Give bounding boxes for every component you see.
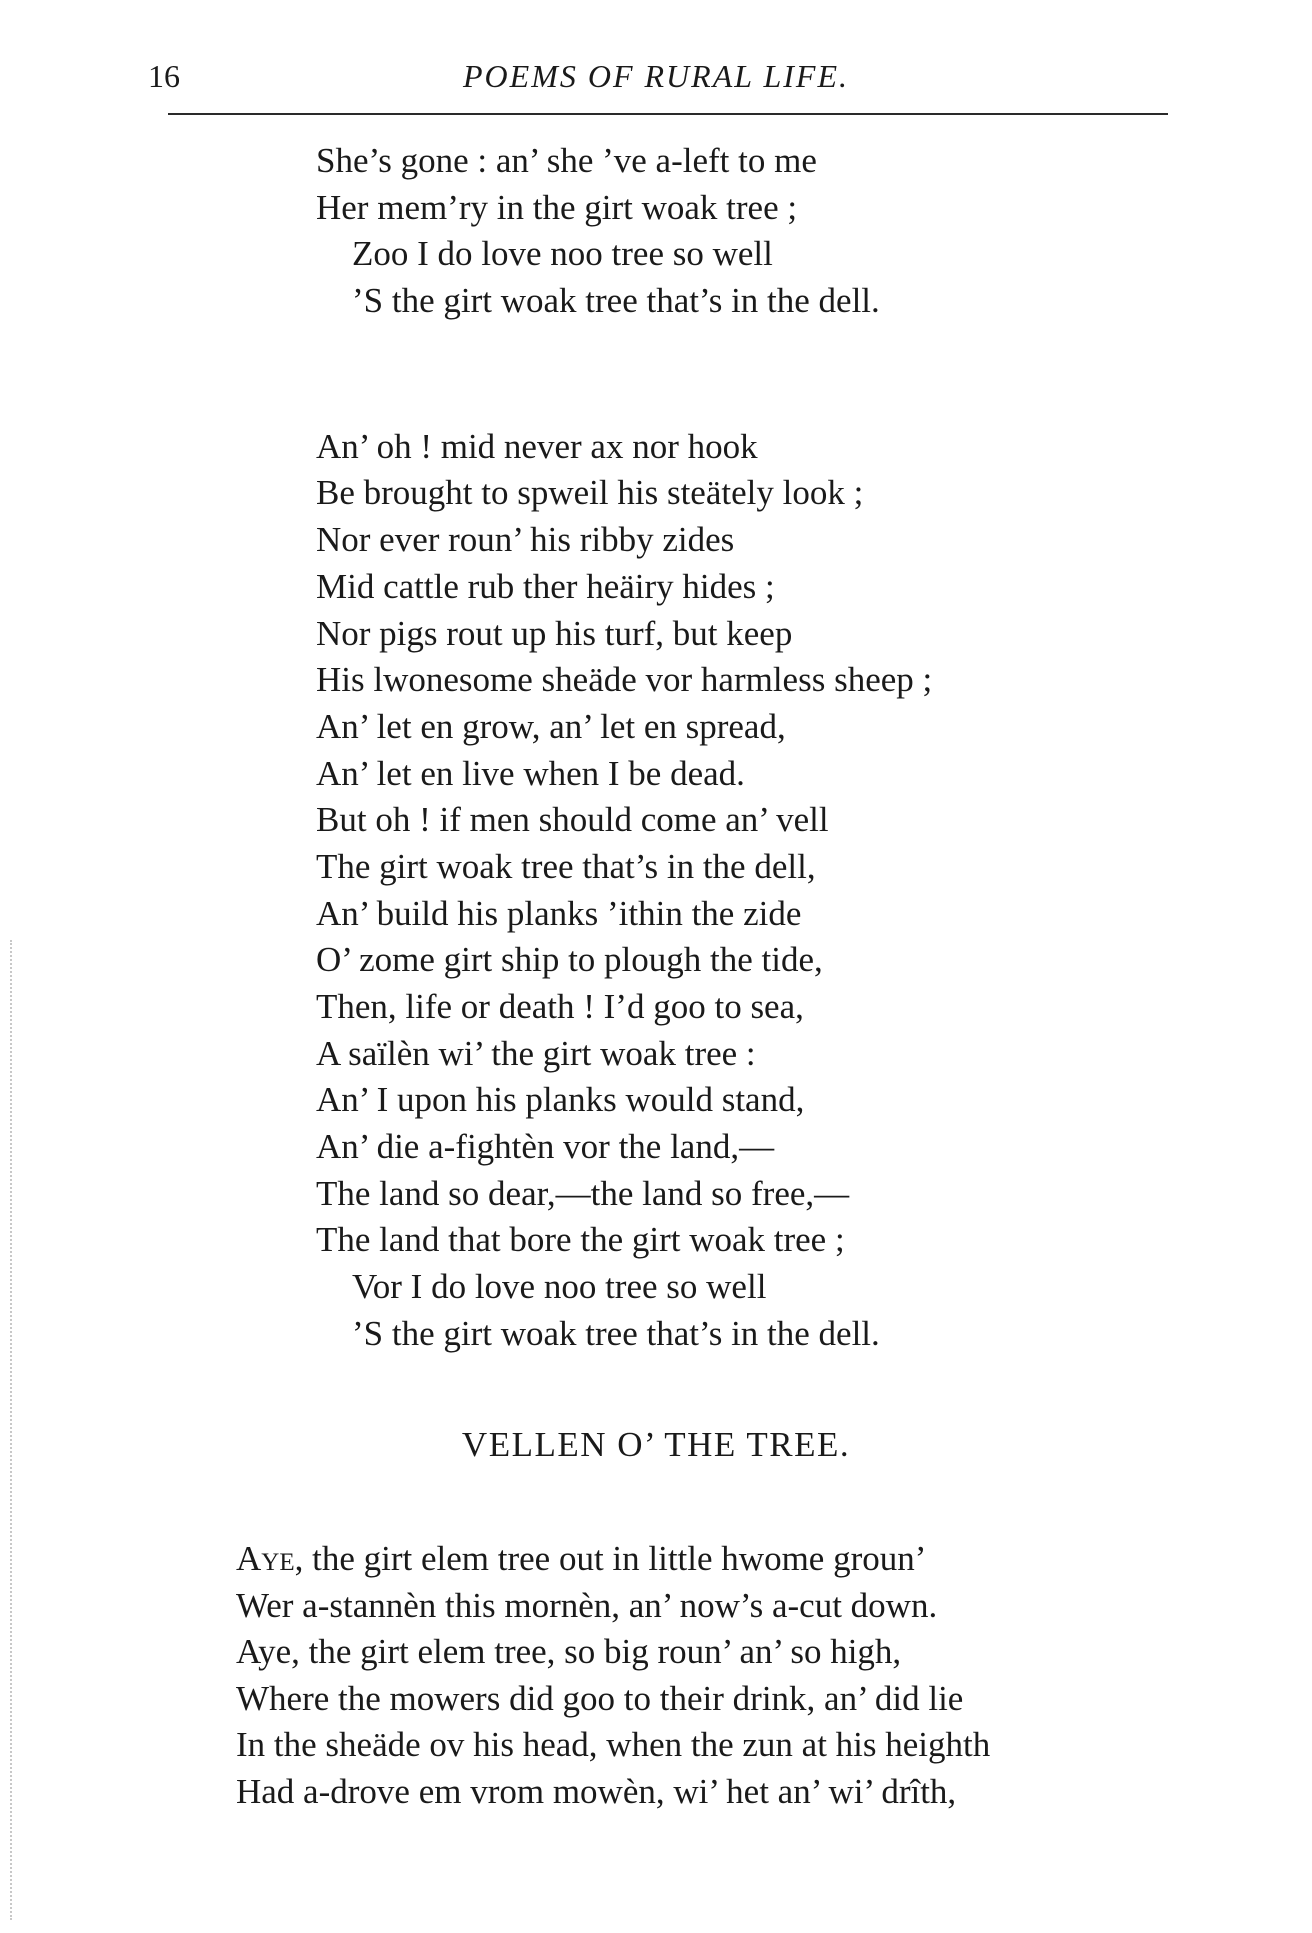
poem-line: Wer a-stannèn this mornèn, an’ now’s a-cut down. [236, 1585, 938, 1625]
poem-line: The girt woak tree that’s in the dell, [316, 846, 816, 886]
poem-line: Her mem’ry in the girt woak tree ; [316, 187, 798, 227]
page-header [0, 52, 1312, 100]
poem-line: O’ zome girt ship to plough the tide, [316, 940, 823, 980]
poem-line: But oh ! if men should come an’ vell [316, 800, 829, 840]
poem-line: Be brought to spweil his steätely look ; [316, 473, 864, 513]
poem-line: Had a-drove em vrom mowèn, wi’ het an’ wi’ drîth, [236, 1771, 957, 1811]
poem-title: VELLEN O’ THE TREE. [461, 1425, 851, 1464]
page-number: 16 [148, 58, 180, 94]
poem-line [236, 1536, 1236, 1583]
page-edge-marks [10, 940, 12, 1920]
poem-line: Zoo I do love noo tree so well [352, 234, 773, 274]
poem-line: She’s gone : an’ she ’ve a-left to me [316, 141, 817, 180]
poem-vellen-o-the-tree [236, 1536, 1236, 1815]
poem-line: Where the mowers did goo to their drink, an’ did lie [236, 1678, 964, 1718]
poem-line: The land so dear,—the land so free,— [316, 1173, 850, 1213]
poem-line: A saïlèn wi’ the girt woak tree : [316, 1033, 756, 1073]
poem-line: ’S the girt woak tree that’s in the dell. [352, 1313, 880, 1353]
poem-line: Vor I do love noo tree so well [352, 1267, 767, 1307]
poem-line: Mid cattle rub ther heäiry hides ; [316, 566, 775, 606]
stanza-gap [316, 325, 1196, 424]
poem-line: An’ let en grow, an’ let en spread, [316, 706, 786, 746]
poem-line: An’ die a-fightèn vor the land,— [316, 1127, 775, 1167]
poem-line: Nor ever roun’ his ribby zides [316, 520, 735, 560]
poem-line: An’ let en live when I be dead. [316, 753, 745, 793]
poem-line: An’ build his planks ’ithin the zide [316, 893, 802, 933]
first-line-rest: , the girt elem tree out in little hwome groun’ [294, 1539, 927, 1578]
initial-small-caps: Aye [236, 1539, 295, 1578]
poem-line: Then, life or death ! I’d goo to sea, [316, 987, 804, 1026]
poem-line: Aye, the girt elem tree, so big roun’ an’ so high, [236, 1632, 902, 1671]
poem-line: His lwonesome sheäde vor harmless sheep ; [316, 660, 933, 700]
poem-line: Nor pigs rout up his turf, but keep [316, 613, 793, 653]
stanza [316, 138, 1196, 325]
header-rule [168, 113, 1168, 115]
running-title: POEMS OF RURAL LIFE. [462, 58, 850, 94]
poem-continued [316, 138, 1196, 1358]
poem-line: ’S the girt woak tree that’s in the dell. [352, 281, 880, 321]
poem-line: An’ oh ! mid never ax nor hook [316, 426, 758, 466]
poem-line: The land that bore the girt woak tree ; [316, 1220, 845, 1260]
poem-line: An’ I upon his planks would stand, [316, 1080, 805, 1120]
stanza [316, 424, 1196, 1358]
poem-line: In the sheäde ov his head, when the zun at his heighth [236, 1725, 991, 1764]
